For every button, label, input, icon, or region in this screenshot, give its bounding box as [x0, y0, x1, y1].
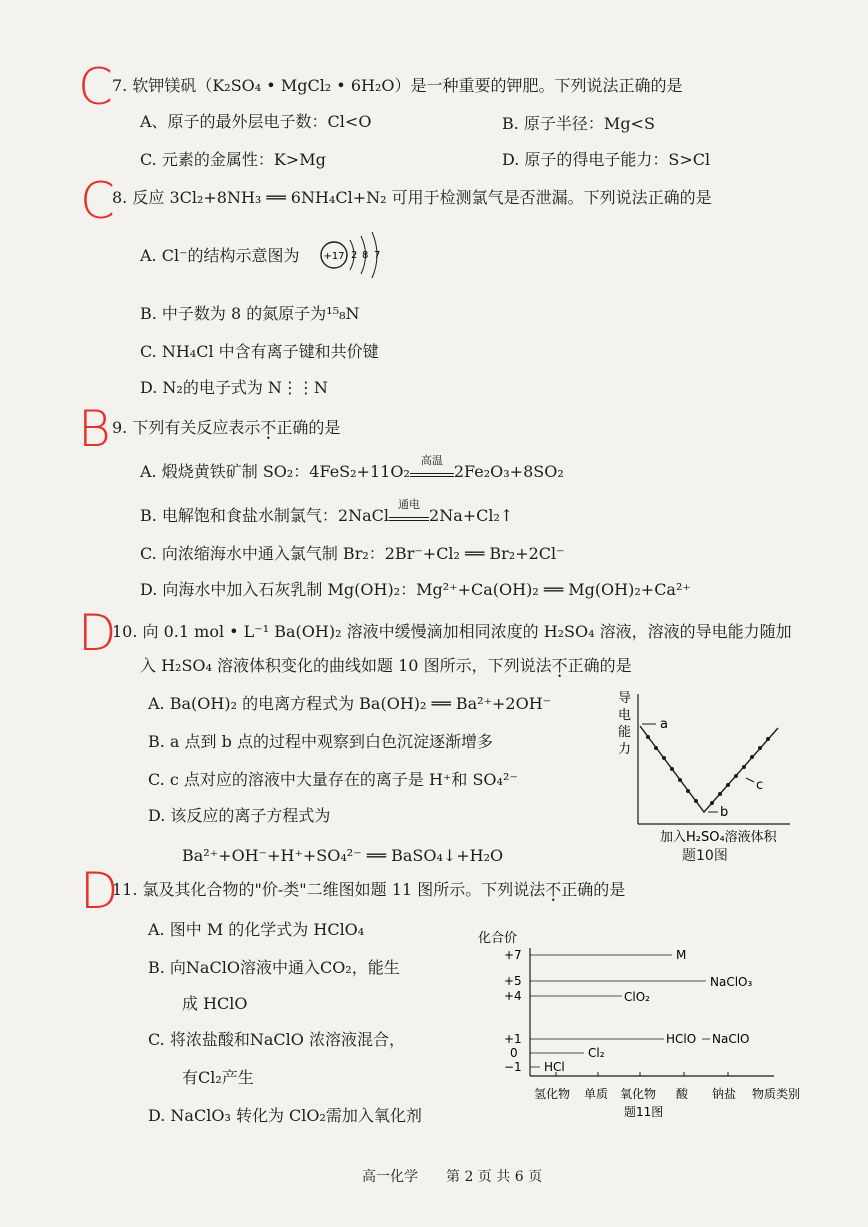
- fig10-caption: 题10图: [682, 848, 728, 864]
- q8-option-d: D. N₂的电子式为 N⋮⋮N: [140, 378, 328, 397]
- fig11-xcat-element: 单质: [584, 1087, 609, 1101]
- q10-option-c: C. c 点对应的溶液中大量存在的离子是 H⁺和 SO₄²⁻: [148, 770, 518, 789]
- fig10-point-b: b: [720, 805, 729, 820]
- q9-a-arrow: [410, 454, 454, 477]
- q9-option-a: [140, 454, 564, 482]
- q11-option-a: A. 图中 M 的化学式为 HClO₄: [148, 920, 365, 939]
- fig11-xcat-sodium-salt: 钠盐: [712, 1087, 737, 1101]
- cl-ion-structure-diagram: [318, 228, 398, 280]
- q11-option-b-line1: B. 向NaClO溶液中通入CO₂，能生: [148, 958, 400, 977]
- fig11-label-NaClO3: NaClO₃: [710, 975, 753, 989]
- q9-b-post: 2Na+Cl₂↑: [429, 506, 514, 525]
- grade-mark-q9: B: [78, 400, 111, 458]
- shell-2-count: 8: [362, 250, 369, 261]
- q7-option-c: C. 元素的金属性：K>Mg: [140, 150, 326, 169]
- q10-stem-emphasis: 不: [551, 656, 568, 675]
- q9-a-post: 2Fe₂O₃+8SO₂: [453, 462, 564, 481]
- q7-stem: 7. 软钾镁矾（K₂SO₄ • MgCl₂ • 6H₂O）是一种重要的钾肥。下列说法正确的是: [112, 76, 683, 95]
- footer-subject: 高一化学: [362, 1169, 418, 1185]
- fig11-label-Cl2: Cl₂: [588, 1046, 605, 1060]
- q9-option-d: D. 向海水中加入石灰乳制 Mg(OH)₂：Mg²⁺+Ca(OH)₂ ══ Mg(OH)₂+Ca²⁺: [140, 580, 691, 599]
- fig11-xcat-acid: 酸: [676, 1087, 689, 1101]
- fig11-ytick-7: +7: [504, 948, 522, 962]
- fig11-label-HCl: HCl: [544, 1060, 565, 1074]
- q11-stem: [112, 880, 625, 900]
- fig10-point-a: a: [660, 717, 668, 732]
- q9-option-c: C. 向浓缩海水中通入氯气制 Br₂：2Br⁻+Cl₂ ══ Br₂+2Cl⁻: [140, 544, 565, 563]
- q7-option-a: A、原子的最外层电子数：Cl<O: [140, 112, 372, 131]
- q9-a-condition: 高温: [420, 454, 443, 467]
- q9-option-b: [140, 498, 514, 526]
- fig10-curve-dots: [646, 735, 770, 805]
- fig11-ytick-4: +4: [504, 989, 522, 1003]
- q9-stem: [112, 418, 340, 438]
- fig11-xcat-oxide: 氧化物: [620, 1087, 657, 1101]
- q11-stem-post: 正确的是: [561, 880, 626, 899]
- fig11-label-ClO2: ClO₂: [624, 990, 650, 1004]
- fig11-caption: 题11图: [624, 1105, 664, 1119]
- fig11-xcat-hydride: 氢化物: [534, 1087, 571, 1101]
- fig10-xlabel: 加入H₂SO₄溶液体积: [660, 830, 777, 845]
- figure-11-valence-class-chart: [474, 926, 810, 1124]
- fig10-ylabel-2: 电: [618, 708, 632, 723]
- q11-option-c-line2: 有Cl₂产生: [182, 1068, 254, 1087]
- fig10-ylabel-3: 能: [618, 725, 632, 740]
- fig10-point-c: c: [756, 778, 764, 793]
- q9-stem-pre: 9. 下列有关反应表示: [112, 418, 261, 437]
- q10-stem-line1: 10. 向 0.1 mol • L⁻¹ Ba(OH)₂ 溶液中缓慢滴加相同浓度的 H₂SO₄ 溶液，溶液的导电能力随加: [112, 622, 792, 641]
- fig11-label-NaClO: NaClO: [712, 1032, 750, 1046]
- q10-stem-post: 正确的是: [567, 656, 632, 675]
- q7-option-b: B. 原子半径：Mg<S: [502, 114, 655, 133]
- q7-option-d: D. 原子的得电子能力：S>Cl: [502, 150, 711, 169]
- shell-3-count: 7: [374, 250, 381, 261]
- fig10-ylabel-1: 导: [618, 691, 632, 706]
- nucleus-charge: +17: [323, 251, 345, 262]
- q11-stem-pre: 11. 氯及其化合物的"价-类"二维图如题 11 图所示。下列说法: [112, 880, 546, 899]
- grade-mark-q10: D: [78, 604, 117, 662]
- q11-option-c-line1: C. 将浓盐酸和NaClO 浓溶液混合，: [148, 1030, 405, 1049]
- grade-mark-q7: C: [78, 58, 113, 116]
- fig11-xtitle: 物质类别: [752, 1087, 801, 1101]
- q10-stem-pre: 入 H₂SO₄ 溶液体积变化的曲线如题 10 图所示，下列说法: [140, 656, 552, 675]
- grade-mark-q8: C: [80, 172, 115, 230]
- fig11-ytick-0: 0: [510, 1046, 518, 1060]
- fig11-label-HClO: HClO: [666, 1032, 697, 1046]
- q8-option-b: B. 中子数为 8 的氮原子为¹⁵₈N: [140, 304, 360, 323]
- q9-a-pre: A. 煅烧黄铁矿制 SO₂：4FeS₂+11O₂: [140, 462, 410, 481]
- q10-option-b: B. a 点到 b 点的过程中观察到白色沉淀逐渐增多: [148, 732, 493, 751]
- q8-option-a: A. Cl⁻的结构示意图为: [140, 246, 300, 265]
- fig11-ytick-1: +1: [504, 1032, 522, 1046]
- q11-option-d: D. NaClO₃ 转化为 ClO₂需加入氧化剂: [148, 1106, 422, 1125]
- shell-1-count: 2: [351, 250, 358, 261]
- fig11-ytitle: 化合价: [478, 931, 518, 946]
- q8-stem: 8. 反应 3Cl₂+8NH₃ ══ 6NH₄Cl+N₂ 可用于检测氯气是否泄漏。下列说法正确的是: [112, 188, 712, 207]
- q10-option-a: A. Ba(OH)₂ 的电离方程式为 Ba(OH)₂ ══ Ba²⁺+2OH⁻: [148, 694, 552, 713]
- q11-option-b-line2: 成 HClO: [182, 994, 248, 1013]
- q9-b-condition: 通电: [398, 498, 421, 511]
- q9-stem-emphasis: 不: [260, 418, 277, 437]
- q9-stem-post: 正确的是: [276, 418, 341, 437]
- q9-b-pre: B. 电解饱和食盐水制氯气：2NaCl: [140, 506, 390, 525]
- fig10-curve: [640, 726, 778, 812]
- figure-10-conductivity-graph: [608, 688, 794, 846]
- grade-mark-q11: D: [80, 862, 119, 920]
- fig11-ytick-5: +5: [504, 974, 522, 988]
- q8-option-c: C. NH₄Cl 中含有离子键和共价键: [140, 342, 379, 361]
- q9-b-arrow: [389, 498, 429, 521]
- fig11-label-M: M: [676, 948, 687, 962]
- q10-stem-line2: [140, 656, 632, 676]
- q10-option-d-equation: Ba²⁺+OH⁻+H⁺+SO₄²⁻ ══ BaSO₄↓+H₂O: [182, 846, 504, 865]
- fig11-ytick-neg1: −1: [504, 1060, 522, 1074]
- footer-page-number: 第 2 页 共 6 页: [446, 1169, 543, 1185]
- q11-stem-emphasis: 不: [545, 880, 562, 899]
- fig10-ylabel-4: 力: [618, 742, 632, 757]
- q10-option-d: D. 该反应的离子方程式为: [148, 806, 331, 825]
